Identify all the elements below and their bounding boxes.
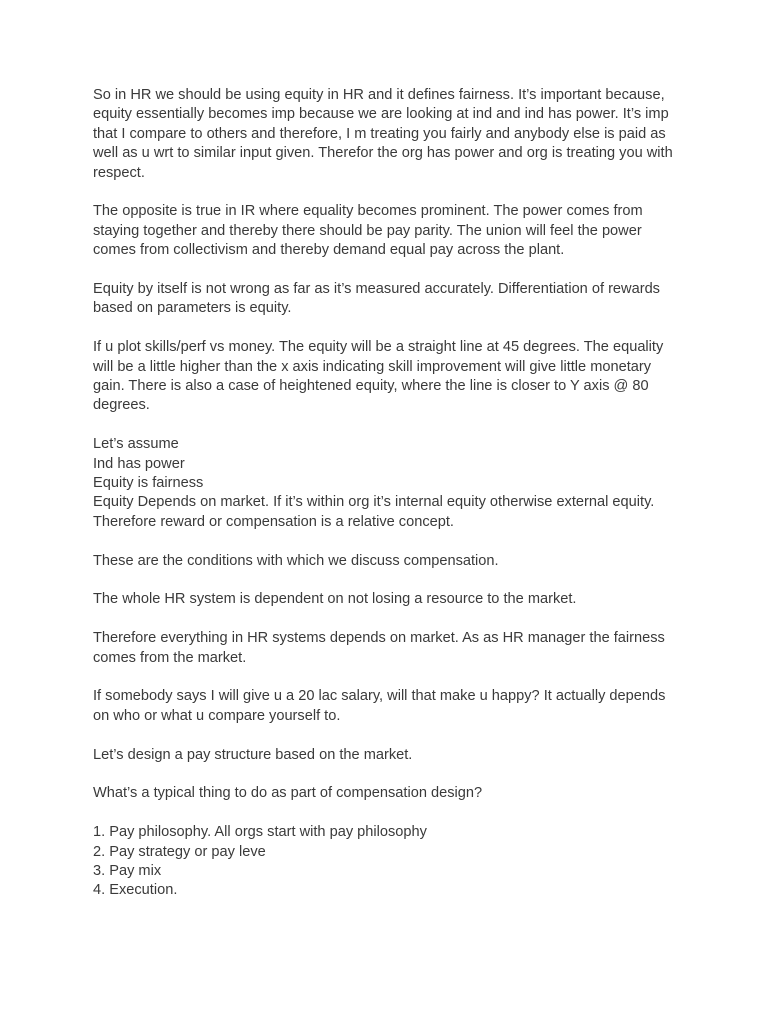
list-item: 3. Pay mix xyxy=(93,863,162,880)
paragraph-conditions: These are the conditions with which we discuss compensation. xyxy=(93,552,499,569)
paragraph-equity-measured: Equity by itself is not wrong as far as it’s measured accurately. Differentiation of rewards based on parameters is equity. xyxy=(93,281,660,317)
assumption-line: Equity Depends on market. If it’s within org it’s internal equity otherwise external equity. xyxy=(93,494,655,511)
compensation-steps-list xyxy=(93,823,683,901)
assumption-line: Therefore reward or compensation is a relative concept. xyxy=(93,513,454,530)
list-item: 1. Pay philosophy. All orgs start with pay philosophy xyxy=(93,824,427,841)
assumption-line: Let’s assume xyxy=(93,436,179,453)
assumption-line: Equity is fairness xyxy=(93,475,204,492)
paragraph-equity-in-hr: So in HR we should be using equity in HR and it defines fairness. It’s important because, equity essentially becomes imp because we are looking at ind and ind has power. It’s imp that I compare to others and therefore, I m treating you fairly and anybody else is paid as well as u wrt to similar input given. Therefor the org has power and org is treating you with respect. xyxy=(93,87,673,181)
paragraph-hr-system: The whole HR system is dependent on not losing a resource to the market. xyxy=(93,591,577,608)
list-item: 2. Pay strategy or pay leve xyxy=(93,843,266,860)
paragraph-compensation-design-question: What’s a typical thing to do as part of compensation design? xyxy=(93,785,483,802)
paragraph-salary-example: If somebody says I will give u a 20 lac salary, will that make u happy? It actually depends on who or what u compare yourself to. xyxy=(93,688,666,724)
paragraph-design-pay-structure: Let’s design a pay structure based on the market. xyxy=(93,746,413,763)
paragraph-equality-in-ir: The opposite is true in IR where equality becomes prominent. The power comes from staying together and thereby there should be pay parity. The union will feel the power comes from collectivism and thereby demand equal pay across the plant. xyxy=(93,203,643,259)
paragraph-skills-vs-money: If u plot skills/perf vs money. The equity will be a straight line at 45 degrees. The equality will be a little higher than the x axis indicating skill improvement will give little monetary gain. There is also a case of heightened equity, where the line is closer to Y axis @ 80 degrees. xyxy=(93,339,664,414)
document-body xyxy=(93,86,683,920)
assumptions-block xyxy=(93,435,683,532)
list-item: 4. Execution. xyxy=(93,882,178,899)
paragraph-market-fairness: Therefore everything in HR systems depends on market. As as HR manager the fairness comes from the market. xyxy=(93,630,665,666)
assumption-line: Ind has power xyxy=(93,455,185,472)
